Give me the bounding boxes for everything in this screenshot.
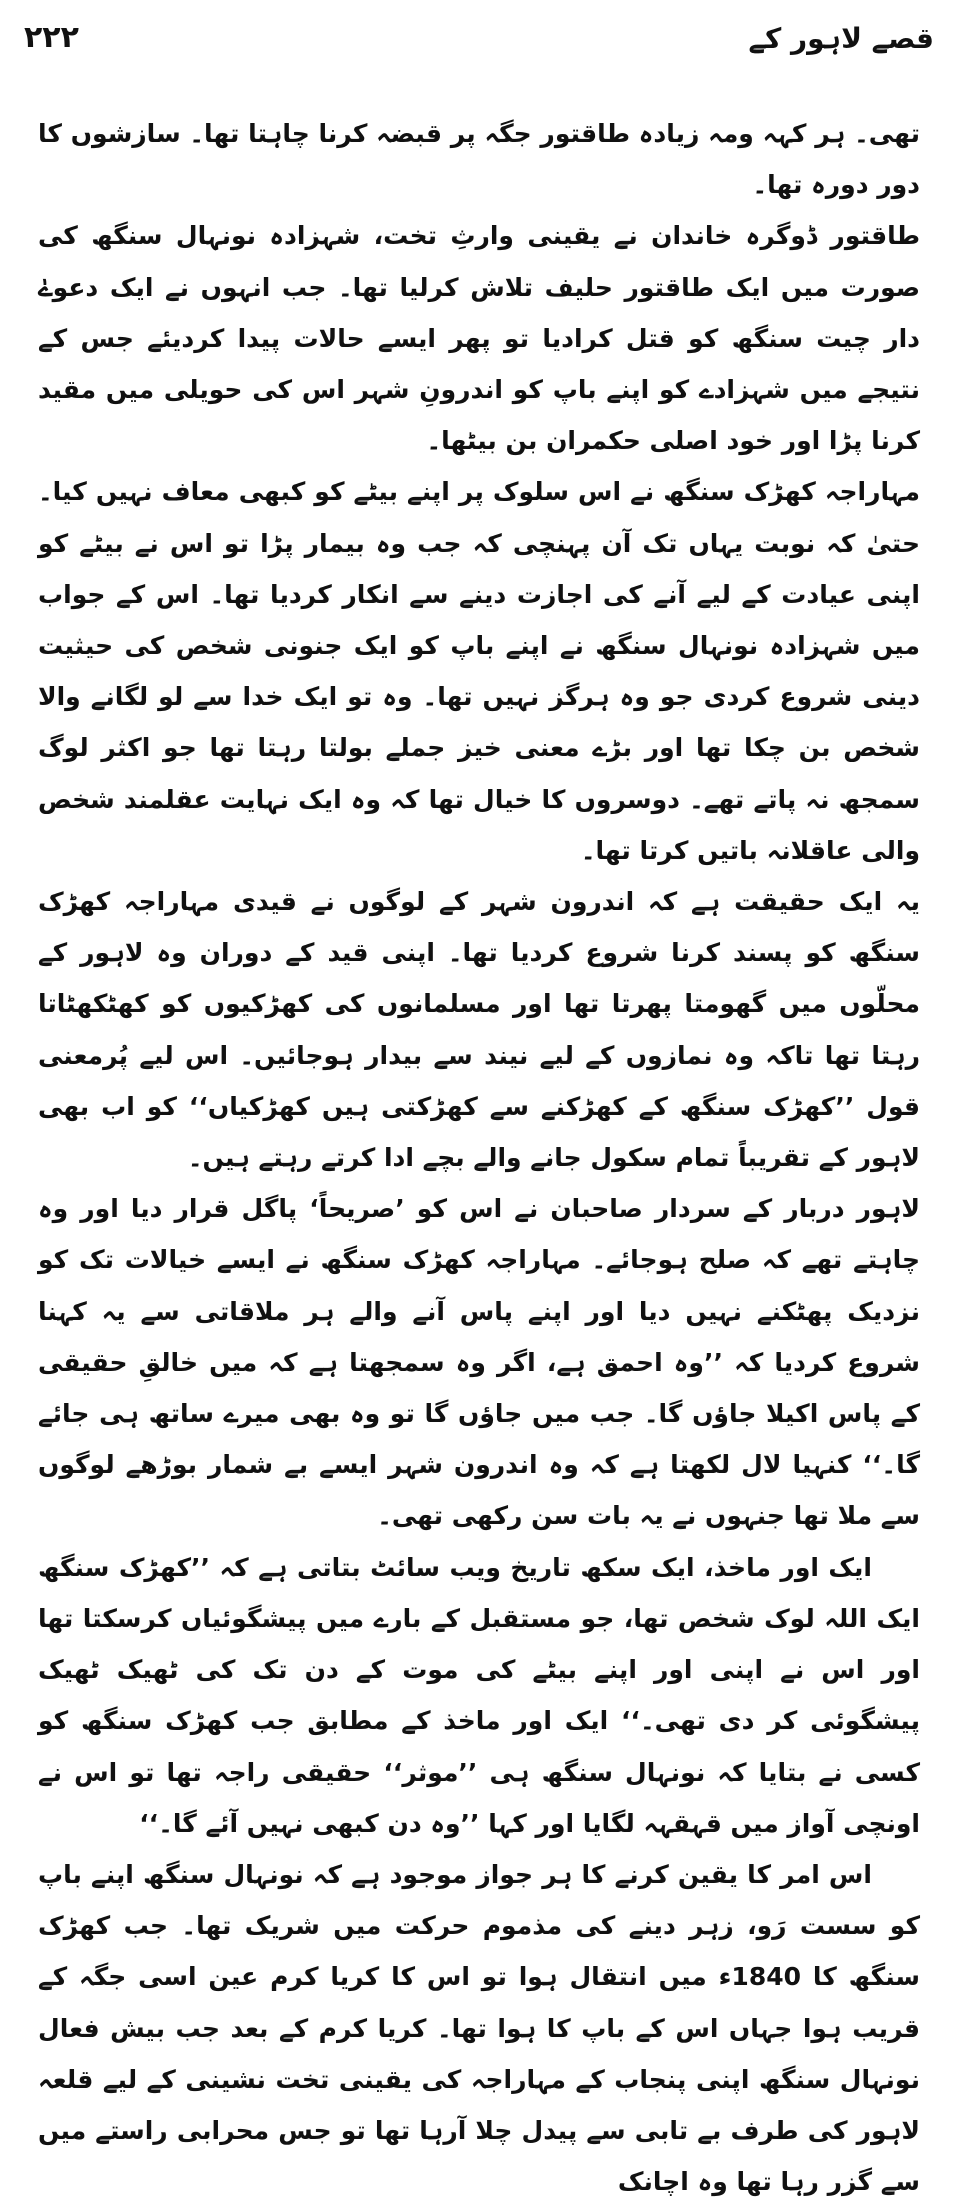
- running-header-title: قصے لاہور کے: [748, 22, 934, 55]
- page-number: ۲۲۲: [24, 20, 79, 55]
- paragraph: ایک اور ماخذ، ایک سکھ تاریخ ویب سائٹ بتاتی ہے کہ ’’کھڑک سنگھ ایک اللہ لوک شخص تھا، جو مستقبل کے بارے میں پیشگوئیاں کرسکتا تھا اور اس نے اپنی اور اپنے بیٹے کی موت کے دن تک کی ٹھیک ٹھیک پیشگوئی کر دی تھی۔‘‘ ایک اور ماخذ کے مطابق جب کھڑک سنگھ کو کسی نے بتایا کہ نونہال سنگھ ہی ’’موثر‘‘ حقیقی راجہ تھا تو اس نے اونچی آواز میں قہقہہ لگایا اور کہا ’’وہ دن کبھی نہیں آئے گا۔‘‘: [38, 1552, 920, 1838]
- paragraph: یہ ایک حقیقت ہے کہ اندرون شہر کے لوگوں نے قیدی مہاراجہ کھڑک سنگھ کو پسند کرنا شروع کردیا تھا۔ اپنی قید کے دوران وہ لاہور کے محلّوں میں گھومتا پھرتا تھا اور مسلمانوں کی کھڑکیوں کو کھٹکھٹاتا رہتا تھا تاکہ وہ نمازوں کے لیے نیند سے بیدار ہوجائیں۔ اس لیے پُرمعنی قول ’’کھڑک سنگھ کے کھڑکنے سے کھڑکتی ہیں کھڑکیاں‘‘ کو اب بھی لاہور کے تقریباً تمام سکول جانے والے بچے ادا کرتے رہتے ہیں۔: [38, 887, 920, 1173]
- paragraph: لاہور دربار کے سردار صاحبان نے اس کو ’صریحاً‘ پاگل قرار دیا اور وہ چاہتے تھے کہ صلح ہوجائے۔ مہاراجہ کھڑک سنگھ نے ایسے خیالات تک کو نزدیک پھٹکنے نہیں دیا اور اپنے پاس آنے والے ہر ملاقاتی سے یہ کہنا شروع کردیا کہ ’’وہ احمق ہے، اگر وہ سمجھتا ہے کہ میں خالقِ حقیقی کے پاس اکیلا جاؤں گا۔ جب میں جاؤں گا تو وہ بھی میرے ساتھ ہی جائے گا۔‘‘ کنہیا لال لکھتا ہے کہ وہ اندرون شہر ایسے بے شمار بوڑھے لوگوں سے ملا تھا جنہوں نے یہ بات سن رکھی تھی۔: [38, 1194, 920, 1531]
- paragraph: طاقتور ڈوگرہ خاندان نے یقینی وارثِ تخت، شہزادہ نونہال سنگھ کی صورت میں ایک طاقتور حلیف تلاش کرلیا تھا۔ جب انہوں نے ایک دعوےٰ دار چیت سنگھ کو قتل کرادیا تو پھر ایسے حالات پیدا کردیئے جس کے نتیجے میں شہزادے کو اپنے باپ کو اندرونِ شہر اس کی حویلی میں مقید کرنا پڑا اور خود اصلی حکمران بن بیٹھا۔: [38, 221, 920, 456]
- paragraph: مہاراجہ کھڑک سنگھ نے اس سلوک پر اپنے بیٹے کو کبھی معاف نہیں کیا۔ حتیٰ کہ نوبت یہاں تک آن پہنچی کہ جب وہ بیمار پڑا تو اس نے بیٹے کو اپنی عیادت کے لیے آنے کی اجازت دینے سے انکار کردیا تھا۔ اس کے جواب میں شہزادہ نونہال سنگھ نے اپنے باپ کو ایک جنونی شخص کی حیثیت دینی شروع کردی جو وہ ہرگز نہیں تھا۔ وہ تو ایک خدا سے لو لگانے والا شخص بن چکا تھا اور بڑے معنی خیز جملے بولتا رہتا تھا جو اکثر لوگ سمجھ نہ پاتے تھے۔ دوسروں کا خیال تھا کہ وہ ایک نہایت عقلمند شخص والی عاقلانہ باتیں کرتا تھا۔: [38, 477, 920, 865]
- paragraph: تھی۔ ہر کہہ ومہ زیادہ طاقتور جگہ پر قبضہ کرنا چاہتا تھا۔ سازشوں کا دور دورہ تھا۔: [38, 119, 920, 200]
- body-text: [38, 108, 920, 2207]
- paragraph: اس امر کا یقین کرنے کا ہر جواز موجود ہے کہ نونہال سنگھ اپنے باپ کو سست رَو، زہر دینے کی مذموم حرکت میں شریک تھا۔ جب کھڑک سنگھ کا 1840ء میں انتقال ہوا تو اس کا کریا کرم عین اسی جگہ کے قریب ہوا جہاں اس کے باپ کا ہوا تھا۔ کریا کرم کے بعد جب بیش فعال نونہال سنگھ اپنی پنجاب کے مہاراجہ کی یقینی تخت نشینی کے لیے قلعہ لاہور کی طرف بے تابی سے پیدل چلا آرہا تھا تو جس محرابی راستے میں سے گزر رہا تھا وہ اچانک: [38, 1859, 920, 2197]
